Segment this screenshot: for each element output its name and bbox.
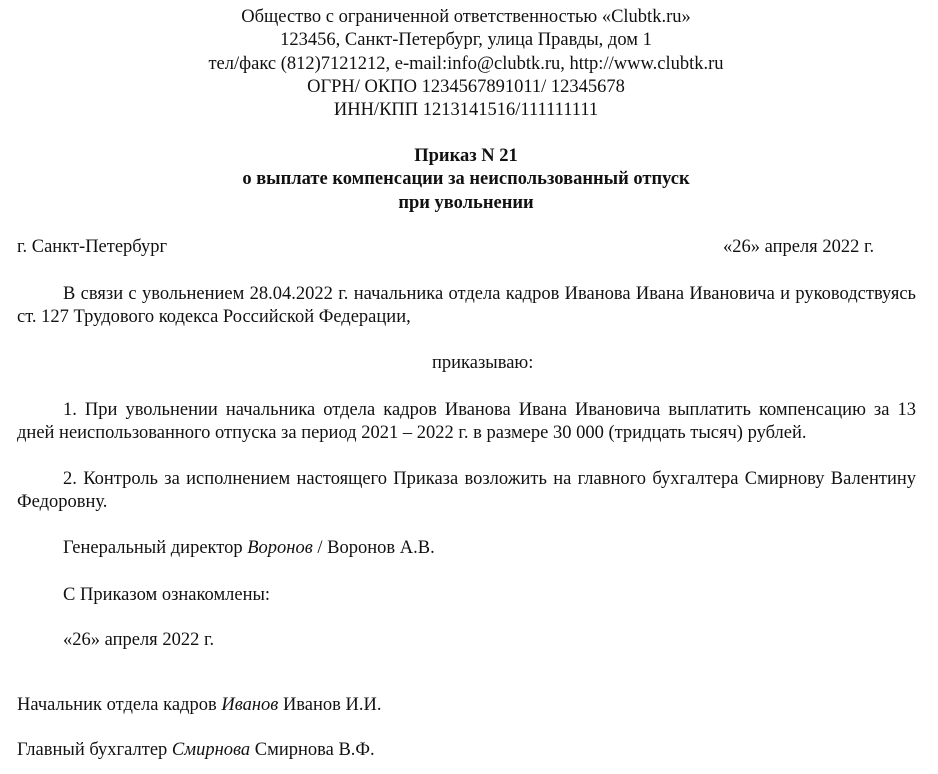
order-place: г. Санкт-Петербург — [17, 237, 168, 257]
accountant-signature: Смирнова — [171, 740, 251, 760]
director-position: Генеральный директор — [63, 538, 248, 558]
hr-head-name: Иванов И.И. — [278, 695, 382, 715]
order-word: приказываю: — [432, 353, 534, 373]
company-ogrn: ОГРН/ ОКПО 1234567891011/ 12345678 — [307, 76, 625, 97]
director-name: / Воронов А.В. — [312, 538, 435, 558]
accountant-signature-line — [17, 739, 375, 762]
hr-head-signature: Иванов — [221, 695, 279, 715]
accountant-name: Смирнова В.Ф. — [250, 740, 375, 760]
order-date: «26» апреля 2022 г. — [723, 237, 875, 257]
order-subject-line2: при увольнении — [398, 192, 534, 213]
order-subject-line1: о выплате компенсации за неиспользованный отпуск — [242, 169, 690, 190]
director-signature-line — [63, 537, 435, 560]
preamble-paragraph: В связи с увольнением 28.04.2022 г. начальника отдела кадров Иванова Ивана Ивановича и руководствуясь ст. 127 Трудового кодекса Российской Федерации, — [17, 284, 916, 327]
director-signature: Воронов — [247, 538, 313, 558]
hr-head-signature-line — [17, 694, 381, 717]
company-inn: ИНН/КПП 1213141516/111111111 — [333, 100, 599, 121]
company-contacts: тел/факс (812)7121212, e-mail:info@clubtk.ru, http://www.clubtk.ru — [208, 53, 724, 74]
order-item-1: 1. При увольнении начальника отдела кадров Иванова Ивана Ивановича выплатить компенсацию за 13 дней неиспользованного отпуска за период 2021 – 2022 г. в размере 30 000 (тридцать тысяч) рублей. — [17, 400, 916, 443]
company-header — [0, 6, 932, 122]
order-title — [0, 145, 932, 215]
order-number: Приказ N 21 — [414, 146, 518, 166]
acknowledged-date: «26» апреля 2022 г. — [63, 630, 215, 650]
company-name: Общество с ограниченной ответственностью «Clubtk.ru» — [241, 7, 691, 27]
company-address: 123456, Санкт-Петербург, улица Правды, дом 1 — [280, 30, 652, 51]
accountant-position: Главный бухгалтер — [17, 740, 172, 760]
order-item-2: 2. Контроль за исполнением настоящего Приказа возложить на главного бухгалтера Смирнову Валентину Федоровну. — [17, 469, 916, 512]
acknowledged-heading: С Приказом ознакомлены: — [63, 585, 271, 605]
hr-head-position: Начальник отдела кадров — [17, 695, 222, 715]
